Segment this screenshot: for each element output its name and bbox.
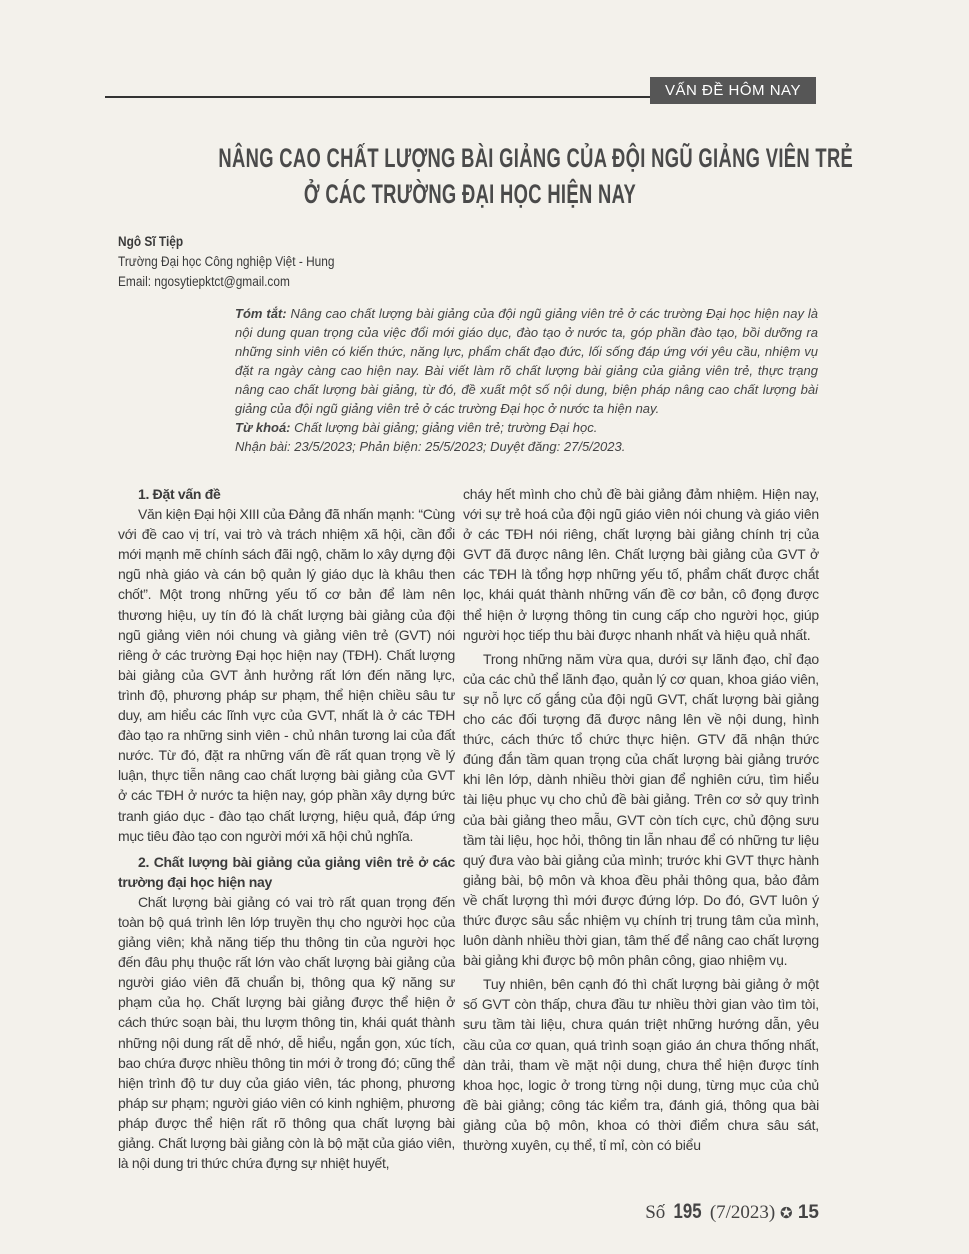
abstract-label: Tóm tắt: xyxy=(235,306,287,321)
section-badge: VẤN ĐỀ HÔM NAY xyxy=(650,77,816,104)
article-title xyxy=(100,140,854,212)
issue-number: 195 xyxy=(673,1200,702,1223)
keywords xyxy=(235,418,818,437)
article-dates: Nhận bài: 23/5/2023; Phản biện: 25/5/2023; Duyệt đăng: 27/5/2023. xyxy=(235,439,626,454)
author-affiliation: Trường Đại học Công nghiệp Việt - Hung xyxy=(118,254,335,269)
abstract-text: Nâng cao chất lượng bài giảng của đội ngũ giảng viên trẻ ở các trường Đại học hiện nay là nội dung quan trọng của việc đổi mới giáo dục, đào tạo ở nước ta, góp phần đào tạo, bồi dưỡng ra những sinh viên có kiến thức, năng lực, phẩm chất đạo đức, lối sống đáp ứng với yêu cầu, nhiệm vụ đặt ra ngày càng cao hiện nay. Bài viết làm rõ chất lượng bài giảng của giảng viên trẻ, thực trạng nâng cao chất lượng bài giảng, từ đó, đề xuất một số nội dung, biện pháp nâng cao chất lượng bài giảng của đội ngũ giảng viên trẻ ở các trường Đại học ở nước ta hiện nay. xyxy=(235,306,818,416)
abstract xyxy=(235,304,818,456)
page-footer xyxy=(645,1200,819,1226)
author-email: Email: ngosytiepktct@gmail.com xyxy=(118,274,290,289)
page-number: 15 xyxy=(792,1202,819,1223)
author-name: Ngô Sĩ Tiệp xyxy=(118,234,184,249)
header-rule xyxy=(105,96,650,98)
section-2-paragraph-1-part-1: Chất lượng bài giảng có vai trò rất quan trọng đến toàn bộ quá trình lên lớp truyền thụ cho người học của giảng viên; khả năng tiếp thu thông tin của người học đến đâu phụ thuộc rất lớn vào chất lượng bài giảng của người giáo viên đã chuẩn bị, thông qua kỹ năng sư phạm của họ. Chất lượng bài giảng được thể hiện ở cách thức soạn bài, thu lượm thông tin, khái quát thành những nội dung rất dễ nhớ, dễ hiểu, ngắn gọn, xúc tích, bao chứa được nhiều thông tin mới ở trong đó; cũng thể hiện trình độ tư duy của giáo viên, tác phong, phương pháp sư phạm; người giáo viên có kinh nghiệm, phương pháp được thể hiện rất rõ thông qua chất lượng bài giảng. Chất lượng bài giảng còn là bộ mặt của giáo viên, là nội dung tri thức chứa đựng sự nhiệt huyết, xyxy=(118,893,455,1172)
title-line-2: Ở CÁC TRƯỜNG ĐẠI HỌC HIỆN NAY xyxy=(303,179,637,209)
star-bullet-icon: ✪ xyxy=(780,1206,793,1222)
section-1-paragraph-1: Văn kiện Đại hội XIII của Đảng đã nhấn mạnh: “Cùng với đề cao vị trí, vai trò và trách nhiệm xã hội, cần đổi mới mạnh mẽ chính sách đãi ngộ, chăm lo xây dựng đội ngũ nhà giáo và cán bộ quản lý giáo dục là khâu then chốt”. Một trong những yếu tố cơ bản để làm nên thương hiệu, uy tín đó là chất lượng bài giảng của đội ngũ giảng viên nói chung và giảng viên trẻ (GVT) nói riêng ở các trường Đại học hiện nay (TĐH). Chất lượng bài giảng của GVT ảnh hưởng rất lớn đến năng lực, trình độ, phương pháp sư phạm, thể hiện chiều sâu tư duy, am hiểu các lĩnh vực của GVT, nhất là ở các TĐH đào tạo ra những sinh viên - chủ nhân tương lai của đất nước. Từ đó, đặt ra những vấn đề rất quan trọng về lý luận, thực tiễn nâng cao chất lượng bài giảng của GVT ở các TĐH ở nước ta hiện nay, góp phần xây dựng bức tranh giáo dục - đào tạo chất lượng, hiệu quả, đáp ứng mục tiêu đào tạo con người mới xã hội chủ nghĩa. xyxy=(118,506,455,844)
section-2-paragraph-2: Trong những năm vừa qua, dưới sự lãnh đạo, chỉ đạo của các chủ thể lãnh đạo, quản lý cơ quan, khoa giáo viên, sự nỗ lực cố gắng của đội ngũ GVT, chất lượng bài giảng cho các đối tượng đã được nâng lên về nội dung, hình thức, cách thức tổ chức thực hiện. GTV đã nhận thức đúng đắn tầm quan trọng của chất lượng bài giảng trước khi lên lớp, dành nhiều thời gian để nghiên cứu, tìm hiểu tài liệu phục vụ cho chủ đề bài giảng. Trên cơ sở quy trình của bài giảng theo mẫu, GVT còn tích cực, chủ động sưu tầm tài liệu, học hỏi, thông tin lẫn nhau để có những tư liệu quý đưa vào bài giảng của mình; trước khi GVT thực hành giảng bài, bộ môn và khoa đều phải thông qua, bảo đảm về chất lượng thì mới được đứng lớp. Do đó, GVT luôn ý thức được sâu sắc nhiệm vụ chính trị trung tâm của mình, luôn dành nhiều thời gian, tâm thế để nâng cao chất lượng bài giảng khi được bộ môn phân công, giao nhiệm vụ. xyxy=(463,650,819,969)
section-1-heading: 1. Đặt vấn đề xyxy=(138,486,221,502)
section-2-heading: 2. Chất lượng bài giảng của giảng viên trẻ ở các trường đại học hiện nay xyxy=(118,853,455,890)
column-left xyxy=(118,484,455,1173)
column-right xyxy=(463,484,819,1155)
abstract-summary xyxy=(235,304,818,418)
issue-date: (7/2023) xyxy=(705,1202,780,1223)
section-2-paragraph-1-part-2: cháy hết mình cho chủ đề bài giảng đảm nhiệm. Hiện nay, với sự trẻ hoá của đội ngũ giáo viên nói chung và giáo viên ở các TĐH nói riêng, chất lượng bài giảng chính trị của GVT đã được nâng lên. Chất lượng bài giảng của GVT ở các TĐH là tổng hợp những yếu tố, phẩm chất được chắt lọc, khái quát thành những vấn đề cơ bản, cô đọng được thể hiện ở lượng thông tin cung cấp cho người học, giúp người học tiếp thu bài được nhanh nhất và hiệu quả nhất. xyxy=(463,486,819,643)
issue-prefix: Số xyxy=(645,1202,671,1223)
author-block xyxy=(118,232,335,292)
title-line-1: NÂNG CAO CHẤT LƯỢNG BÀI GIẢNG CỦA ĐỘI NGŨ GIẢNG VIÊN TRẺ xyxy=(218,143,854,173)
keywords-text: Chất lượng bài giảng; giảng viên trẻ; trường Đại học. xyxy=(290,420,598,435)
section-2-paragraph-3: Tuy nhiên, bên cạnh đó thì chất lượng bài giảng ở một số GVT còn thấp, chưa đầu tư nhiều thời gian vào tìm tòi, sưu tầm tài liệu, chưa quán triệt những hướng dẫn, yêu cầu của cơ quan, quá trình soạn giáo án chưa thống nhất, dàn trải, tham về mặt nội dung, chưa thể hiện được tính khoa học, logic ở trong từng nội dung, từng mục của chủ đề bài giảng; công tác kiểm tra, đánh giá, thông qua bài giảng của bộ môn, khoa có thời điểm chưa sâu sát, thường xuyên, cụ thể, tỉ mỉ, còn có biểu xyxy=(463,976,819,1153)
keywords-label: Từ khoá: xyxy=(235,420,291,435)
